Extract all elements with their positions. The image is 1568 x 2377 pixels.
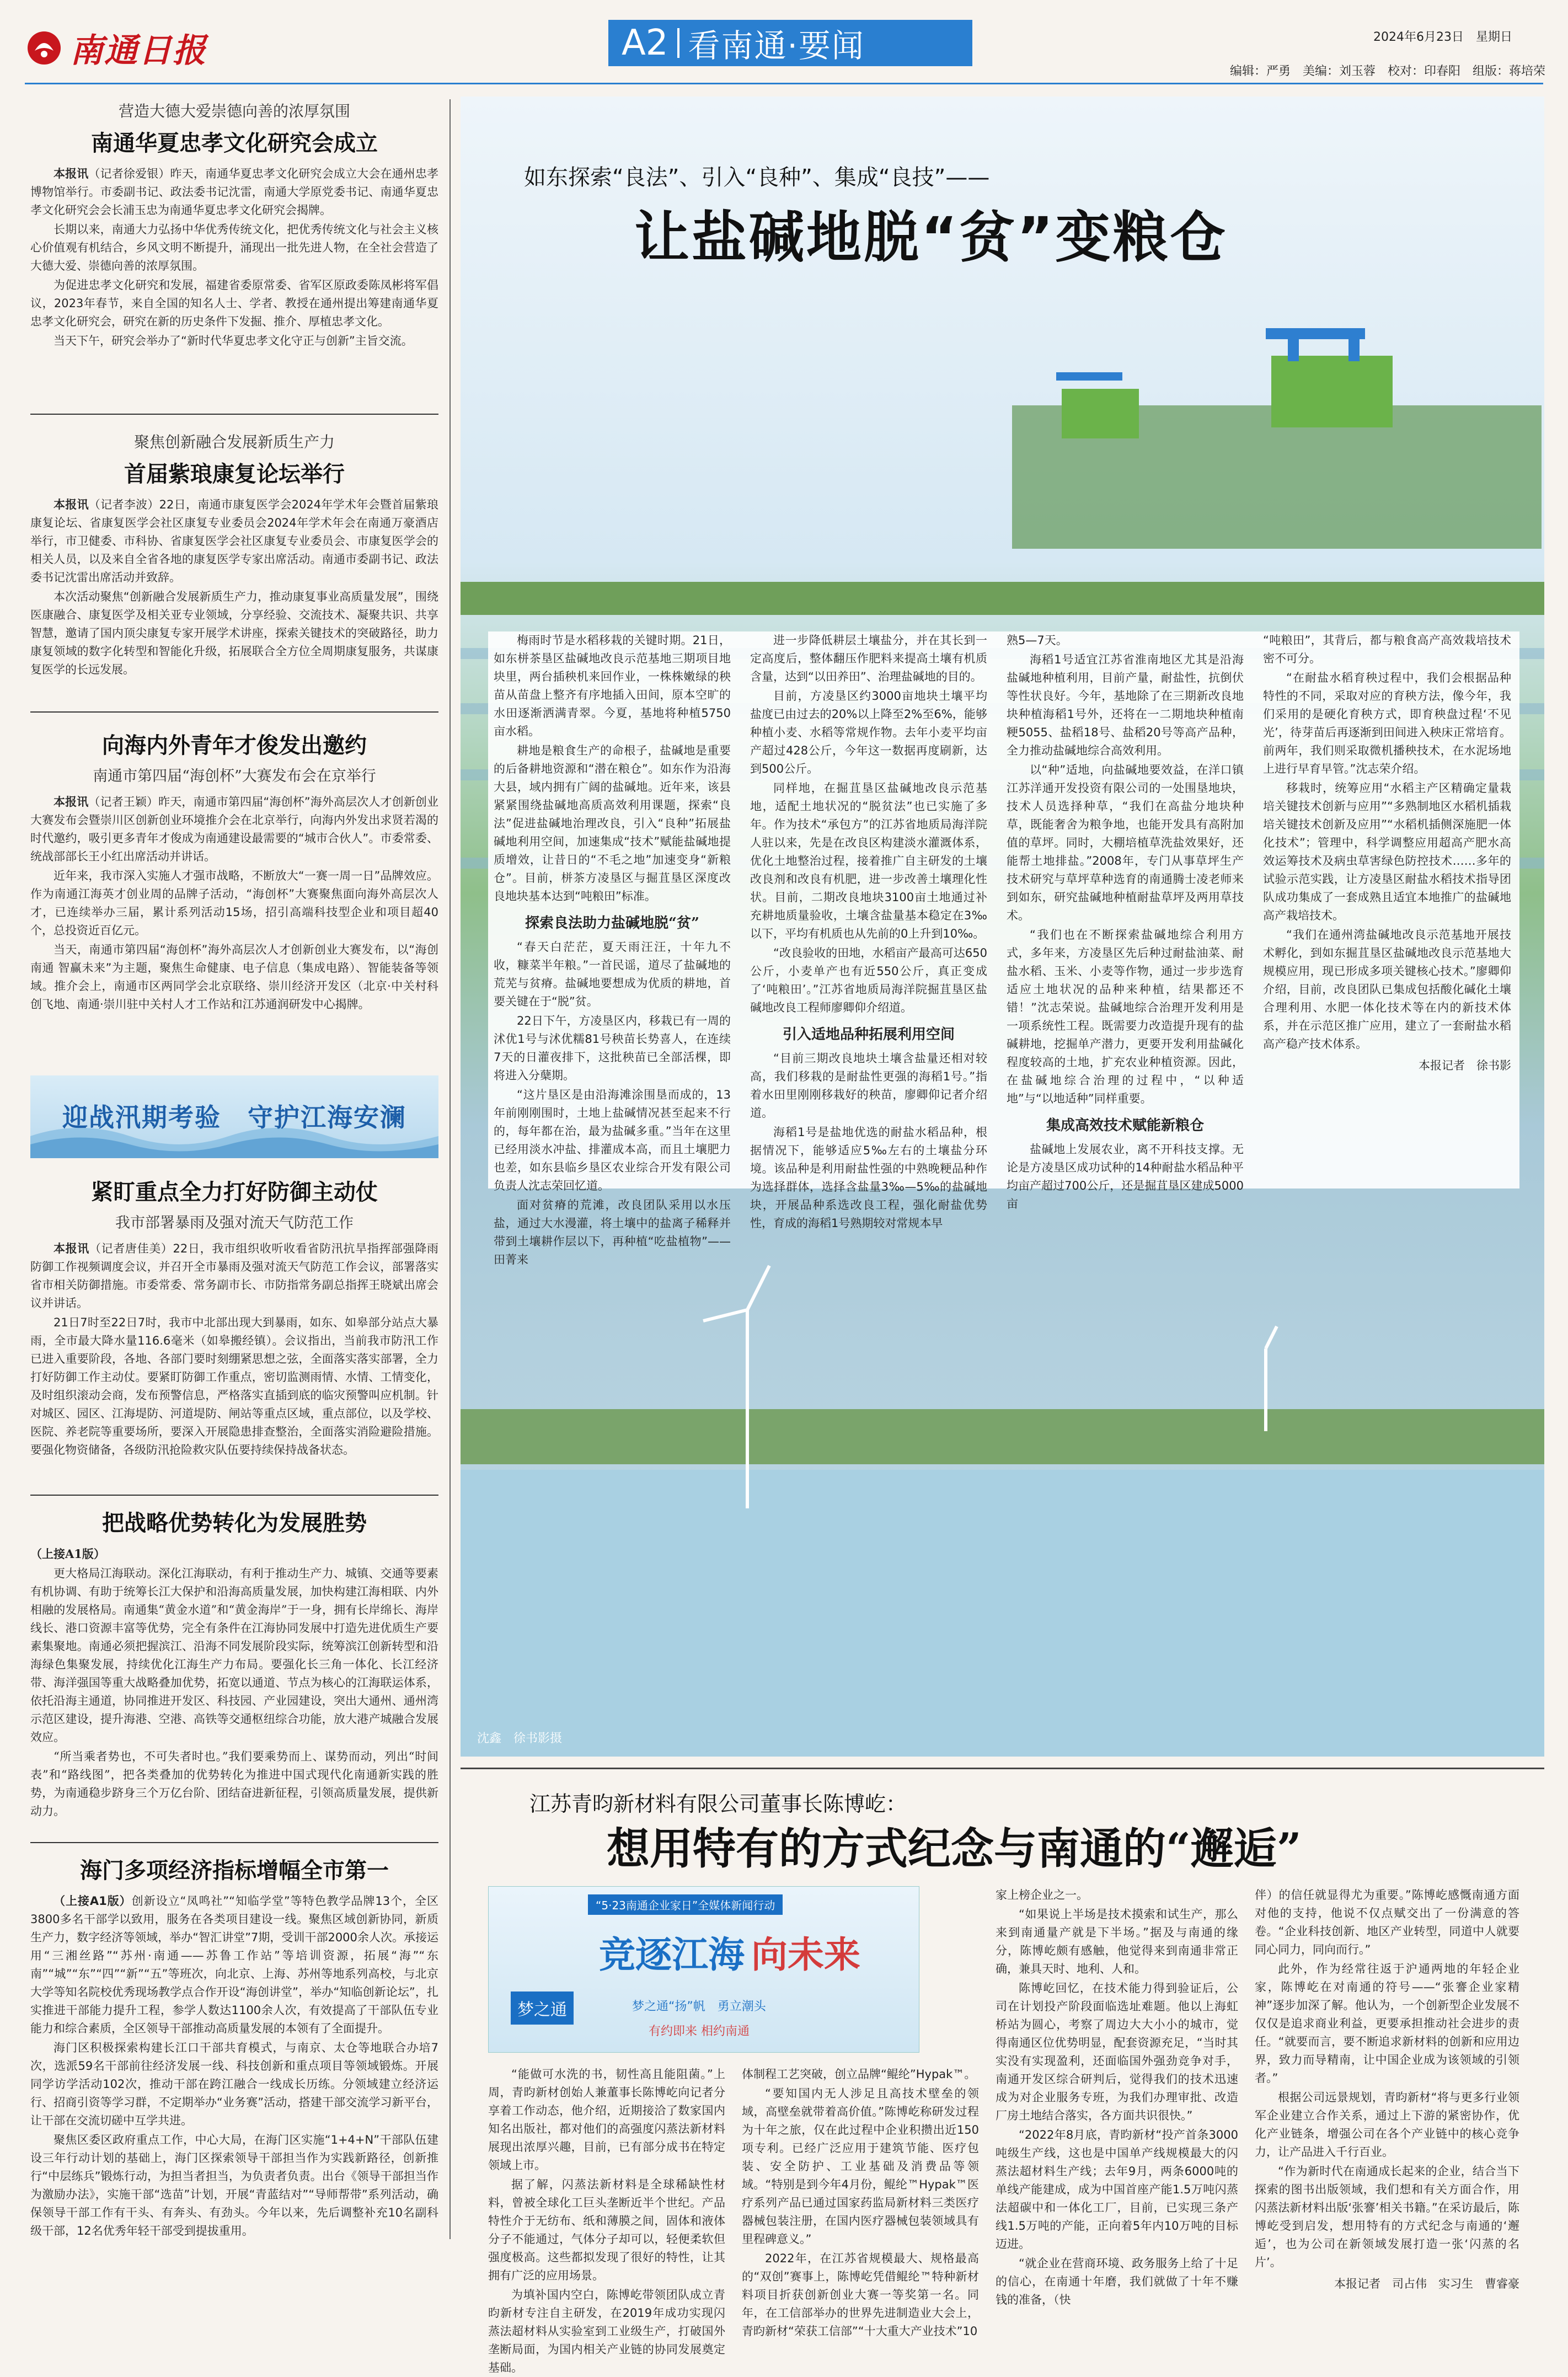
subheading: 探索良法助力盐碱地脱“贫” [525,915,699,931]
paragraph: “这片垦区是由沿海滩涂围垦而成的，13年前刚刚围时，土地上盐碱情况甚至起来不行的，每年都在治，最为盐碱多重。”当年在这里已经用淡水冲盐、排灌成本高，而且土壤肥力也差，如东县临乡垦区农业综合开发有限公司负责人沈志荣回忆道。 [494,1088,731,1192]
paragraph: 21日7时至22日7时，我市中北部出现大到暴雨，如东、如皋部分站点大暴雨，全市最大降水量116.6毫米（如皋搬经镇）。会议指出，当前我市防汛工作已进入重要阶段，各地、各部门要时刻绷紧思想之弦，全面落实落实部署，全力打好防御工作主动仗。要紧盯防御工作重点，密切监测雨情、水情、工情变化，及时组织滚动会商，发布预警信息，严格落实直插到底的临灾预警叫应机制。针对城区、园区、江海堤防、河道堤防、闸站等重点区域，重点部位，以及学校、医院、养老院等重要场所，要深入开展隐患排查整治，全面落实消险避险措施。要强化物资储备，各级防汛抢险救灾队伍要持续保持战备状态。 [30,1316,438,1457]
paragraph: 当天下午，研究会举办了“新时代华夏忠孝文化守正与创新”主旨交流。 [53,334,413,347]
logo-emblem-icon [25,29,63,67]
article-title: 海门多项经济指标增幅全市第一 [80,1858,389,1883]
page-number: A2 [622,23,668,63]
ad-subline: 梦之通“扬”帆 勇立潮头 [632,2000,766,2014]
banner-text-a: 迎战汛期考验 [62,1102,221,1132]
paragraph: 陈博屹回忆，在技术能力得到验证后，公司在计划投产阶段面临选址难题。他以上海虹桥站为圆心，考察了周边大大小小的城市，觉得南通区位优势明显，配套资源充足，“当时其实没有实现盈利，还面临国外强劲竞争对手，南通开发区综合研判后，觉得我们的技术迅速成为对企业服务专班，为我们办理审批、改造厂房土地结合落实，各方面共识很快。” [996,1982,1238,2122]
photo-credit: 沈鑫 徐书影摄 [477,1732,563,1746]
logo-text: 南通日报 [70,31,207,70]
paragraph: 当天，南通市第四届“海创杯”海外高层次人才创新创业大赛发布，以“海创南通 智赢未来”为主题，聚焦生命健康、电子信息（集成电路）、智能装备等领域。推介会上，南通市区两同学会北京联络、崇川经济开发区（北京·中关村科创飞地、南通·崇川驻中关村人才工作站和江苏通润研发中心揭牌。 [30,943,438,1011]
ad-slogan-b: 向未来 [751,1933,860,1976]
paragraph: “要知国内无人涉足且高技术壁垒的领域，高壁垒就带着高价值。”陈博屹称研发过程为十年之旅，仅在此过程中企业积攒出近150项专利。已经广泛应用于建筑节能、医疗包装、安全防护、工业基础及消费品等领域。“特别是到今年4月份，鲲纶™Hypak™医疗系列产品已通过国家药监局新材料三类医疗器械包装注册，在国内医疗器械包装领域具有里程碑意义。” [742,2087,979,2246]
article-rehab-forum [30,430,438,722]
feature-kicker: 如东探索“良法”、引入“良种”、集成“良技”—— [524,165,990,190]
paragraph [30,496,438,587]
paragraph: 为填补国内空白，陈博屹带领团队成立青昀新材专注自主研发，在2019年成功实现闪蒸法超材料从实验室到工业级生产，打破国外垄断局面，为国内相关产业链的协同发展奠定基础。 [488,2288,725,2374]
ad-footer: 有约即来 相约南通 [649,2025,750,2038]
feature2-column-3 [996,1886,1238,2306]
paragraph-text: （记者王颖）昨天，南通市第四届“海创杯”海外高层次人才创新创业大赛发布会暨崇川区创新创业环境推介会在北京举行，向海内外发出求贤若渴的时代邀约，吸引更多青年才俊成为南通建设最需要的“城市合伙人”。市委常委、统战部部长王小红出席活动并讲话。 [30,795,438,863]
subheading: 引入适地品种拓展利用空间 [782,1026,955,1043]
paragraph: 家上榜企业之一。 [996,1888,1088,1902]
newspaper-logo [25,29,207,70]
article-strategic-advantage [30,1506,438,1854]
paragraph: 2022年，在江苏省规模最大、规格最高的“双创”赛事上，陈博屹凭借鲲纶™特种新材料项目折获创新创业大赛一等奖第一名。同年，在工信部举办的世界先进制造业大会上，青昀新材“荣获工信部”“十大重大产业技术”10 [742,2252,979,2338]
paragraph: 移栽时，统筹应用“水稻主产区精确定量栽培关键技术创新与应用”“多熟制地区水稻机插栽培关键技术创新及应用”“水稻机插侧深施肥一体化技术”；管理中，科学调整应用超高产肥水高效运筹技术及病虫草害绿色防控技术……多年的试验示范实践，让方凌垦区耐盐水稻技术指导团队成功集成了一套成熟且适宜本地推广的盐碱地高产栽培技术。 [1263,781,1511,922]
article-lead: 我市部署暴雨及强对流天气防范工作 [115,1214,354,1232]
page-tab [608,20,972,66]
paragraph [30,793,438,866]
paragraph: “春天白茫茫，夏天雨汪汪，十年九不收，糠菜半年粮。”一首民谣，道尽了盐碱地的荒芜与贫瘠。盐碱地要想成为优质的耕地，首要关键在于“脱”贫。 [494,940,731,1008]
paragraph: 以“种”适地，向盐碱地要效益，在洋口镇江苏洋通开发投资有限公司的一处围垦地块，技术人员选择种草，“我们在高盐分地块种草，既能奢舍为粮争地，也能开发具有高附加值的草坪。同时，大棚培植草洗盐效果好，还能帮土地排盐。”2008年，专门从事草坪生产技术研究与草坪草种选育的南通腾士凌老师来到如东，研究盐碱地种植耐盐草坪及两用草技术。 [1007,763,1244,922]
paragraph-text: （记者李波）22日，南通市康复医学会2024年学术年会暨首届紫琅康复论坛、省康复医学会社区康复专业委员会2024年学术年会在南通万豪酒店举行，市卫健委、市科协、省康复医学会社区康复专业委员会、市康复医学会的相关人员，以及来自全省各地的康复医学专家出席活动。南通市委副书记、政法委书记沈雷出席活动并致辞。 [30,498,438,584]
paragraph: “我们在通州湾盐碱地改良示范基地开展技术孵化，到如东掘苴垦区盐碱地改良示范基地大规模应用，现已形成多项关键核心技术。”廖卿仰介绍，目前，改良团队已集成包括酸化碱化土壤合理利用、水肥一体化技术等在内的新技术体系，并在示范区推广应用，建立了一套耐盐水稻高产稳产技术体系。 [1263,928,1511,1051]
ad-slogan [599,1925,860,1978]
subheading: 集成高效技术赋能新粮仓 [1046,1117,1204,1134]
feature-column-1 [494,631,731,1266]
continued-tag: （上接A1版） [53,1894,132,1908]
paragraph: 此外，作为经常往返于沪通两地的年轻企业家，陈博屹在对南通的符号——“张謇企业家精神”逐步加深了解。他认为，一个创新型企业发展不仅仅是追求商业利益，更要承担推动社会进步的责任。“就要而言，要不断追求新材料的创新和应用边界，致力而导精南，让中国企业成为该领域的引领者。” [1255,1962,1519,2085]
rice-transplanter-small-icon [1056,372,1139,438]
feature2-title: 想用特有的方式纪念与南通的“邂逅” [607,1824,1302,1874]
paragraph: 面对贫瘠的荒滩，改良团队采用以水压盐，通过大水漫灌，将土壤中的盐离子稀释并带到土壤耕作层以下，再种植“吃盐植物”——田菁来 [494,1198,731,1266]
paragraph: 更大格局江海联动。深化江海联动，有利于推动生产力、城镇、交通等要素有机协调、有助于统筹长江大保护和沿海高质量发展，加快构建江海相联、内外相融的发展格局。南通集“黄金水道”和“黄金海岸”于一身，拥有长岸绵长、海岸线长、港口资源丰富等优势，完全有条件在江海协同发展中打造先进优质生产要素集聚地。南通必须把握滨江、沿海不同发展阶段实际，统筹滨江创新转型和沿海绿色集聚发展，持续优化江海生产力布局。要强化长三角一体化、长江经济带、海洋强国等重大战略叠加优势，拓宽以通道、节点为核心的江海联运体系，依托沿海主通道，协同推进开发区、科技园、产业园建设，突出大通州、通州湾示范区建设，提升海港、空港、高铁等交通枢纽综合功能，放大港产城融合发展效应。 [30,1567,438,1744]
masthead-date [1373,28,1512,45]
paragraph: “改良验收的田地，水稻亩产最高可达650公斤，小麦单产也有近550公斤，真正变成了‘吨粮田’。”江苏省地质局海洋院掘苴垦区盐碱地改良工程师廖卿仰介绍道。 [750,946,987,1014]
paragraph [30,1240,438,1313]
feature-column-2 [750,631,987,1230]
paragraph: “能做可水洗的书，韧性高且能阻菌。”上周，青昀新材创始人兼董事长陈博屹向记者分享着工作动态，他介绍，近期接洽了数家国内知名出版社，都对他们的高强度闪蒸法新材料展现出浓厚兴趣，目前，已有部分成书在特定领域上市。 [488,2068,725,2172]
article-title: 紧盯重点全力打好防御主动仗 [91,1180,378,1205]
paragraph: “在耐盐水稻育秧过程中，我们会根据品种特性的不同，采取对应的育秧方法，像今年，我们采用的是硬化育秧方式，即育秧盘过程‘不见光’，待芽苗后再逐渐到田间进入秧床正常培育。前两年，我们则采取微机播秧技术，在水泥场地上进行早育早管。”沈志荣介绍。 [1263,671,1511,775]
author-byline: 本报记者 司占伟 实习生 曹睿豪 [1334,2277,1519,2290]
paragraph: “就企业在营商环境、政务服务上给了十足的信心，在南通十年磨，我们就做了十年不赚钱的准备，（快 [996,2257,1238,2306]
article-research-society [30,99,438,374]
paragraph-text: （记者唐佳美）22日，我市组织收听收看省防汛抗旱指挥部强降雨防御工作视频调度会议，并召开全市暴雨及强对流天气防范工作会议，部署落实省市相关防御措施。市委常委、常务副市长、市防指常务副总指挥王晓斌出席会议并讲话。 [30,1242,438,1310]
article-lead: 营造大德大爱崇德向善的浓厚氛围 [118,102,350,120]
author-byline: 本报记者 徐书影 [1419,1059,1511,1072]
ad-tag: 梦之通 [511,1991,574,2025]
article-lead: 南通市第四届“海创杯”大赛发布会在京举行 [93,768,376,785]
masthead-editors: 编辑：严勇 美编：刘玉蓉 校对：印春阳 组版：蒋培荣 [1230,65,1546,78]
article-body [30,1545,438,1854]
feature-column-4 [1263,631,1511,1183]
left-column [30,99,438,2239]
article-body [30,165,438,374]
paragraph: 22日下午，方凌垦区内，移栽已有一周的沭优1号与沭优糯81号秧苗长势喜人，在连续7天的日灌夜排下，这批秧苗已全部活棵，即将进入分蘖期。 [494,1014,731,1082]
rice-transplanter-icon [1266,328,1393,427]
paragraph: 进一步降低耕层土壤盐分，并在其长到一定高度后，整体翻压作肥料来提高土壤有机质含量，达到“以田养田”、治理盐碱地的目的。 [750,634,987,683]
article-body [30,1892,438,2256]
article-body [30,793,438,1052]
flood-banner [30,1075,438,1158]
paragraph: 近年来，我市深入实施人才强市战略，不断放大“一赛一周一日”品牌效应。作为南通江海英才创业周的品牌子活动，“海创杯”大赛聚焦面向海外高层次人才，已连续举办三届，累计系列活动15场，招引高端科技型企业和项目超40个，总投资近百亿元。 [30,869,438,937]
paragraph [30,1545,438,1564]
ad-slogan-a: 竞逐江海 [599,1933,745,1976]
paragraph: 同样地，在掘苴垦区盐碱地改良示范基地，适配土地状况的“脱贫法”也已实施了多年。作为技术“承包方”的江苏省地质局海洋院人驻以来，先是在改良区构建淡水灌溉体系，优化土地整治过程，接着推广自主研发的土壤改良剂和改良有机肥，进一步改善土壤理化性状。目前，二期改良地块3100亩土地通过补充耕地质量验收，土壤含盐量基本稳定在3‰以下，平均有机质也从先前的0上升到10‰。 [750,781,987,940]
paragraph: “目前三期改良地块土壤含盐量还相对较高，我们移栽的是耐盐性更强的海稻1号。”指着水田里刚刚移栽好的秧苗，廖卿仰记者介绍道。 [750,1052,987,1120]
masthead-rule [25,83,1543,84]
paragraph: “2022年8月底，青昀新材“投产首条3000吨级生产线，这也是中国单产线规模最大的闪蒸法超材料生产线；去年9月，两条6000吨的单线产能建成，成为中国首座产能1.5万吨闪蒸法超碳中和一体化工厂，目前，已实现三条产线1.5万吨的产能，正向着5年内10万吨的目标迈进。 [996,2128,1238,2251]
feature2-kicker: 江苏青昀新材料有限公司董事长陈博屹： [529,1792,907,1816]
divider [30,414,438,415]
banner-text-b: 守护江海安澜 [248,1102,406,1132]
paragraph: 据了解，闪蒸法新材料是全球稀缺性材料，曾被全球化工巨头垄断近半个世纪。产品特性介于无纺布、纸和薄膜之间，固体和液体分子不能通过，气体分子却可以，轻便柔软但强度极高。这些都拟发现了很好的特性，让其拥有广泛的应用场景。 [488,2178,725,2282]
masthead [0,0,1568,88]
paragraph: 熟5—7天。 [1007,634,1068,647]
tab-divider [677,28,679,58]
date-text: 2024年6月23日 [1373,30,1464,44]
section-name: 看南通·要闻 [688,27,865,65]
divider [461,1768,1544,1769]
paragraph: 梅雨时节是水稻移栽的关键时期。21日，如东栟茶垦区盐碱地改良示范基地三期项目地块里，两台插秧机来回作业，一株株嫩绿的秧苗从苗盘上整齐有序地插入田间，原本空旷的水田逐渐洒满青翠。今夏，基地将种植5750亩水稻。 [494,634,731,738]
feature2-column-1 [488,2065,725,2374]
paragraph: 本次活动聚焦“创新融合发展新质生产力，推动康复事业高质量发展”，围绕医康融合、康复医学及相关亚专业领域，分享经验、交流技术、凝聚共识、共享智慧，邀请了国内顶尖康复专家开展学术讲座，探索关键技术的突破路径，助力康复领域的数字化转型和智能化升级，拓展联合全方位全周期康复服务，共谋康复医学的长远发展。 [30,590,438,676]
ad-top-banner: “5·23南通企业家日”全媒体新闻行动 [588,1894,783,1915]
article-title: 向海内外青年才俊发出邀约 [102,733,367,758]
divider [30,711,438,713]
paragraph: 耕地是粮食生产的命根子，盐碱地是重要的后备耕地资源和“潜在粮仓”。如东作为沿海大县，域内拥有广阔的盐碱地。近年来，该县紧紧围绕盐碱地高质高效利用课题，探索“良法”促进盐碱地治理改良，引入“良种”拓展盐碱地利用空间，加速集成“技术”赋能盐碱地提质增效，让昔日的“不毛之地”加速变身“新粮仓”。目前，栟茶方凌垦区与掘苴垦区深度改良地块基本达到“吨粮田”标准。 [494,744,731,903]
paragraph [30,165,438,220]
news-tag: 本报讯 [53,795,89,809]
continued-tag: （上接A1版） [30,1547,105,1561]
paragraph: 海门区积极探索构建长江口干部共育模式，与南京、太仓等地联合办培7次，选派59名干部前往经济发展一线、科技创新和重点项目等领域锻炼。开展同学访学活动102次，推动干部在跨江融合一线成长历练。分领域建立经济运行、招商引资等学习群，不定期举办“业务赛”活动，搭建干部交流学习新平台，让干部在交流切磋中互学共进。 [30,2041,438,2127]
paragraph: 体制程工艺突破，创立品牌“鲲纶”Hypak™。 [742,2068,976,2081]
weekday-text: 星期日 [1476,30,1513,44]
feature2-column-2 [742,2065,979,2338]
paragraph: 目前，方凌垦区约3000亩地块土壤平均盐度已由过去的20%以上降至2%至6%，能够种植小麦、水稻等常规作物。去年小麦平均亩产超过428公斤，今年这一数据再度刷新，达到500公斤。 [750,689,987,775]
paragraph: 海稻1号是盐地优选的耐盐水稻品种，根据情况下，能够适应5‰左右的土壤盐分环境。该品种是利用耐盐性强的中熟晚粳品种作为选择群体，选择含盐量3‰—5‰的盐碱地块，开展品种系选改良工程，强化耐盐优势性，育成的海稻1号熟期较对常规本早 [750,1126,987,1230]
paragraph: “所当乘者势也，不可失者时也。”我们要乘势而上、谋势而动，列出“时间表”和“路线图”，把各类叠加的优势转化为推进中国式现代化南通新实践的胜势，为南通稳步跻身三个万亿台阶、团结奋进新征程，引领高质量发展，提供新动力。 [30,1750,438,1818]
banner-text [30,1098,438,1134]
feature2-column-4 [1255,1886,1519,2290]
paragraph-text: 创新设立“凤鸣社”“知临学堂”等特色教学品牌13个，全区3800多名干部学以致用，服务在各类项目建设一线。聚焦区域创新协同，新质生产力，数字经济等领域，举办“智汇讲堂”7期，受训干部2000余人次。承接运用“三湘丝路”“苏州·南通——苏鲁工作站”等培训资源，拓展“海”“东南”“城”“东”“四”“新”“五”等班次，向北京、上海、苏州等地系列高校，与北京大学等知名院校优秀现场教学点合作开设“海创讲堂”，举办“知临创新论坛”，扎实推进干部能力提升工程，参学人数达1100余人次，有效提高了干部队伍专业能力和综合素质，全区领导干部推动高质量发展的本领有了全面提升。 [30,1894,438,2035]
paragraph: 长期以来，南通大力弘扬中华优秀传统文化，把优秀传统文化与社会主义核心价值观有机结合，乡风文明不断提升，涌现出一批先进人物，在全社会营造了大德大爱、崇德向善的浓厚氛围。 [30,223,438,272]
news-tag: 本报讯 [53,498,89,511]
news-tag: 本报讯 [53,167,89,180]
divider [30,1842,438,1843]
divider [30,1495,438,1496]
feature-title: 让盐碱地脱“贫”变粮仓 [634,205,1228,270]
paragraph: 聚焦区委区政府重点工作，中心大局，在海门区实施“1+4+N”干部队伍建设三年行动计划的基础上，海门区探索领导干部担当作为实践新路径，创新推行“中层练兵”锻炼行动，为担当者担当，为负责者负责。出台《领导干部担当作为激励办法》，实施干部“选苗”计划，开展“青蓝结对”“导师帮带”系列活动，确保领导干部工作有干头、有奔头、有劲头。今年以来，先后调整补充10名副科级干部，12名优秀年轻干部受到提拔重用。 [30,2133,438,2237]
feature-text-panel [488,631,1519,1266]
paragraph-text: （记者徐爱银）昨天，南通华夏忠孝文化研究会成立大会在通州忠孝博物馆举行。市委副书记、政法委书记沈雷，南通大学原党委书记、南通华夏忠孝文化研究会会长浦玉忠为南通华夏忠孝文化研究会揭牌。 [30,167,438,217]
paragraph: “作为新时代在南通成长起来的企业，结合当下探索的图书出版领域，我们想和有关方面合作，用闪蒸法新材料出版‘张謇’相关书籍。”在采访最后，陈博屹受到启发，想用特有的方式纪念与南通的‘邂逅’，也为公司在新领域发展打造一张‘闪蒸的名片’。 [1255,2165,1519,2269]
article-title: 首届紫琅康复论坛举行 [124,462,345,487]
news-tag: 本报讯 [53,1242,89,1255]
article-body [30,496,438,722]
feature-column-3 [1007,631,1244,1211]
article-haimen-economy [30,1853,438,2256]
article-title: 把战略优势转化为发展胜势 [102,1511,367,1536]
article-talent-invitation [30,728,438,1052]
paragraph [30,1892,438,2038]
paragraph: 根据公司远景规划，青昀新材“将与更多行业领军企业建立合作关系，通过上下游的紧密协作，优化产业链条，增强公司在各个产业链中的核心竞争力，让产品进入千行百业。 [1255,2091,1519,2159]
column-divider [449,99,451,2239]
campaign-ad [488,1886,919,2053]
paragraph: “吨粮田”，其背后，都与粮食高产高效栽培技术密不可分。 [1263,634,1511,665]
paragraph: “如果说上半场是技术摸索和试生产，那么来到南通量产就是下半场。”据及与南通的缘分，陈博屹颇有感触，他觉得来到南通非常正确，兼具天时、地利、人和。 [996,1908,1238,1976]
article-lead: 聚焦创新融合发展新质生产力 [133,433,335,451]
article-title: 南通华夏忠孝文化研究会成立 [91,131,378,156]
paragraph: “我们也在不断探索盐碱地综合利用方式，多年来，方凌垦区先后种过耐盐油菜、耐盐水稻、玉米、小麦等作物，通过一步步选育适应土地状况的品种来种植，结果都还不错！”沈志荣说。盐碱地综合治理开发利用是一项系统性工程。既需要力改造提升现有的盐碱耕地，挖掘单产潜力，更要开发利用盐碱化程度较高的土地，扩充农业种植资源。因此，在盐碱地综合治理的过程中，“以种适地”与“以地适种”同样重要。 [1007,928,1244,1105]
paragraph: 为促进忠孝文化研究和发展，福建省委原常委、省军区原政委陈凤彬将军倡议，2023年春节，来自全国的知名人士、学者、教授在通州提出筹建南通华夏忠孝文化研究会，研究在新的历史条件下发掘、推介、厚植忠孝文化。 [30,279,438,328]
paragraph: 海稻1号适宜江苏省淮南地区尤其是沿海盐碱地种植利用，目前产量，耐盐性，抗倒伏等性状良好。今年，基地除了在三期新改良地块种植海稻1号外，还将在一二期地块种植南粳5055、盐稻18号、盐稻20号等高产品种，全力推动盐碱地综合高效利用。 [1007,653,1244,757]
paragraph: 盐碱地上发展农业，离不开科技支撑。无论是方凌垦区成功试种的14种耐盐水稻品种平均亩产超过700公斤，还是掘苴垦区建成5000亩 [1007,1143,1244,1211]
paragraph: 伴）的信任就显得尤为重要。”陈博屹感慨南通方面对他的支持，他说不仅点赋交出了一份满意的答卷。“企业科技创新、地区产业转型，同道中人就要同心同力，同向而行。” [1255,1888,1519,1956]
